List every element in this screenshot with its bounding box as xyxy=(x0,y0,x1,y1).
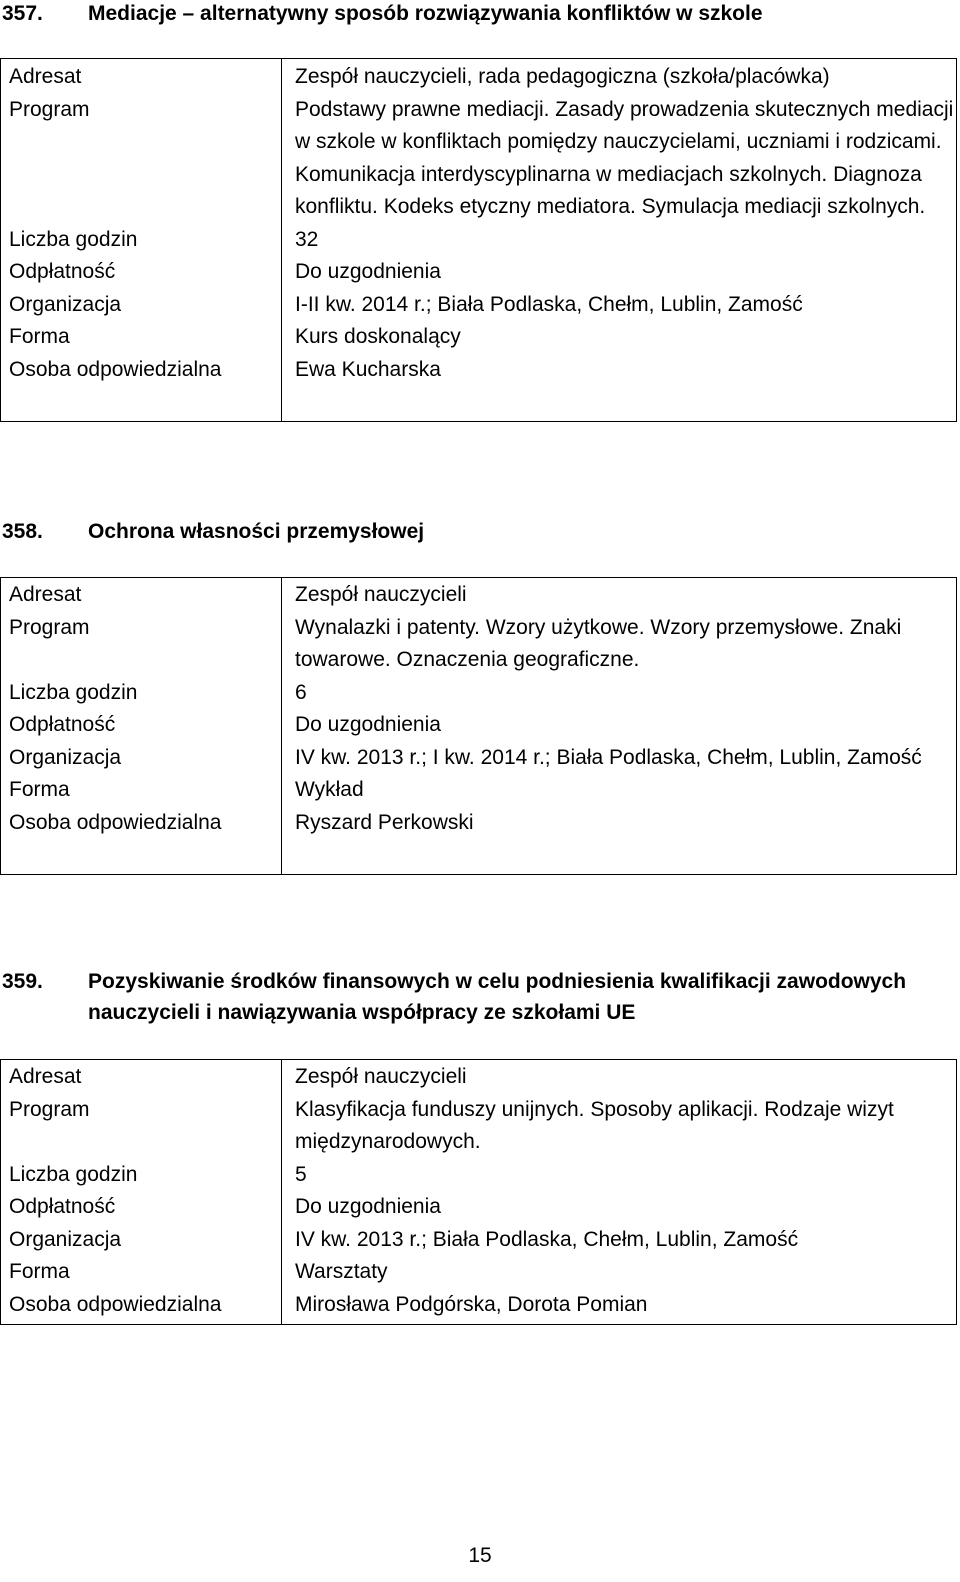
row-label: Adresat xyxy=(9,65,82,88)
table-row xyxy=(0,289,958,322)
row-value: Wynalazki i patenty. Wzory użytkowe. Wzory przemysłowe. Znaki towarowe. Oznaczenia geograficzne. xyxy=(295,615,902,671)
section-number: 358. xyxy=(2,520,43,543)
row-value: 6 xyxy=(295,680,307,704)
section-title: Ochrona własności przemysłowej xyxy=(88,520,425,543)
row-label: Forma xyxy=(9,325,70,348)
row-value: Klasyfikacja funduszy unijnych. Sposoby aplikacji. Rodzaje wizyt międzynarodowych. xyxy=(295,1097,894,1153)
section-title: Mediacje – alternatywny sposób rozwiązywania konfliktów w szkole xyxy=(88,2,763,25)
table-row xyxy=(0,1224,958,1257)
course-info-table xyxy=(0,61,958,386)
table-row xyxy=(0,677,958,710)
row-label: Organizacja xyxy=(9,1227,122,1251)
row-label: Liczba godzin xyxy=(9,1162,138,1186)
table-row xyxy=(0,354,958,387)
row-label: Adresat xyxy=(9,1065,82,1088)
row-label: Organizacja xyxy=(9,745,122,769)
table-row xyxy=(0,1061,958,1094)
row-value: Zespół nauczycieli xyxy=(295,1065,467,1088)
row-label: Program xyxy=(9,97,90,121)
row-value: IV kw. 2013 r.; I kw. 2014 r.; Biała Podlaska, Chełm, Lublin, Zamość xyxy=(295,745,922,769)
table-row xyxy=(0,579,958,612)
table-row xyxy=(0,709,958,742)
row-label: Program xyxy=(9,1097,90,1121)
row-value: IV kw. 2013 r.; Biała Podlaska, Chełm, Lublin, Zamość xyxy=(295,1227,799,1251)
row-value: Warsztaty xyxy=(295,1260,388,1283)
row-value: Kurs doskonalący xyxy=(295,325,461,348)
row-label: Forma xyxy=(9,1260,70,1283)
section-number: 359. xyxy=(2,970,43,993)
section-heading xyxy=(0,966,918,1028)
row-label: Adresat xyxy=(9,583,82,606)
row-value: I-II kw. 2014 r.; Biała Podlaska, Chełm, Lublin, Zamość xyxy=(295,292,803,316)
table-row xyxy=(0,1159,958,1192)
row-value: Podstawy prawne mediacji. Zasady prowadzenia skutecznych mediacji w szkole w konfliktach pomiędzy nauczycielami, uczniami i rodzicami. Komunikacja interdyscyplinarna w mediacjach szkolnych. Diagnoza konfliktu. Kodeks etyczny mediatora. Symulacja mediacji szkolnych. xyxy=(295,97,954,218)
table-row xyxy=(0,224,958,257)
row-value: Do uzgodnienia xyxy=(295,1195,441,1218)
table-row xyxy=(0,1289,958,1322)
table-row xyxy=(0,256,958,289)
row-value: Do uzgodnienia xyxy=(295,260,441,283)
table-row xyxy=(0,321,958,354)
row-value: 5 xyxy=(295,1162,307,1186)
table-row xyxy=(0,807,958,840)
page-number: 15 xyxy=(468,1544,492,1567)
table-row xyxy=(0,1094,958,1159)
row-label: Osoba odpowiedzialna xyxy=(9,357,222,381)
course-info-table xyxy=(0,579,958,839)
row-label: Liczba godzin xyxy=(9,227,138,251)
row-value: Ewa Kucharska xyxy=(295,357,441,381)
table-row xyxy=(0,742,958,775)
row-label: Liczba godzin xyxy=(9,680,138,704)
row-label: Forma xyxy=(9,778,70,801)
table-row xyxy=(0,774,958,807)
course-info-table xyxy=(0,1061,958,1321)
row-value: Zespół nauczycieli, rada pedagogiczna (szkoła/placówka) xyxy=(295,65,830,88)
row-value: Wykład xyxy=(295,778,364,801)
table-row xyxy=(0,1256,958,1289)
table-row xyxy=(0,612,958,677)
row-label: Odpłatność xyxy=(9,713,116,736)
row-label: Osoba odpowiedzialna xyxy=(9,810,222,834)
table-row xyxy=(0,61,958,94)
row-value: 32 xyxy=(295,227,319,251)
row-label: Odpłatność xyxy=(9,260,116,283)
row-value: Zespół nauczycieli xyxy=(295,583,467,606)
table-row xyxy=(0,1191,958,1224)
section-heading xyxy=(0,516,918,547)
row-value: Do uzgodnienia xyxy=(295,713,441,736)
row-label: Program xyxy=(9,615,90,639)
table-row xyxy=(0,94,958,224)
row-label: Organizacja xyxy=(9,292,122,316)
section-number: 357. xyxy=(2,2,43,25)
row-label: Odpłatność xyxy=(9,1195,116,1218)
row-label: Osoba odpowiedzialna xyxy=(9,1292,222,1316)
section-title: Pozyskiwanie środków finansowych w celu podniesienia kwalifikacji zawodowych nauczycieli i nawiązywania współpracy ze szkołami UE xyxy=(88,970,907,1024)
row-value: Ryszard Perkowski xyxy=(295,810,474,834)
section-heading xyxy=(0,0,918,29)
row-value: Mirosława Podgórska, Dorota Pomian xyxy=(295,1292,648,1316)
